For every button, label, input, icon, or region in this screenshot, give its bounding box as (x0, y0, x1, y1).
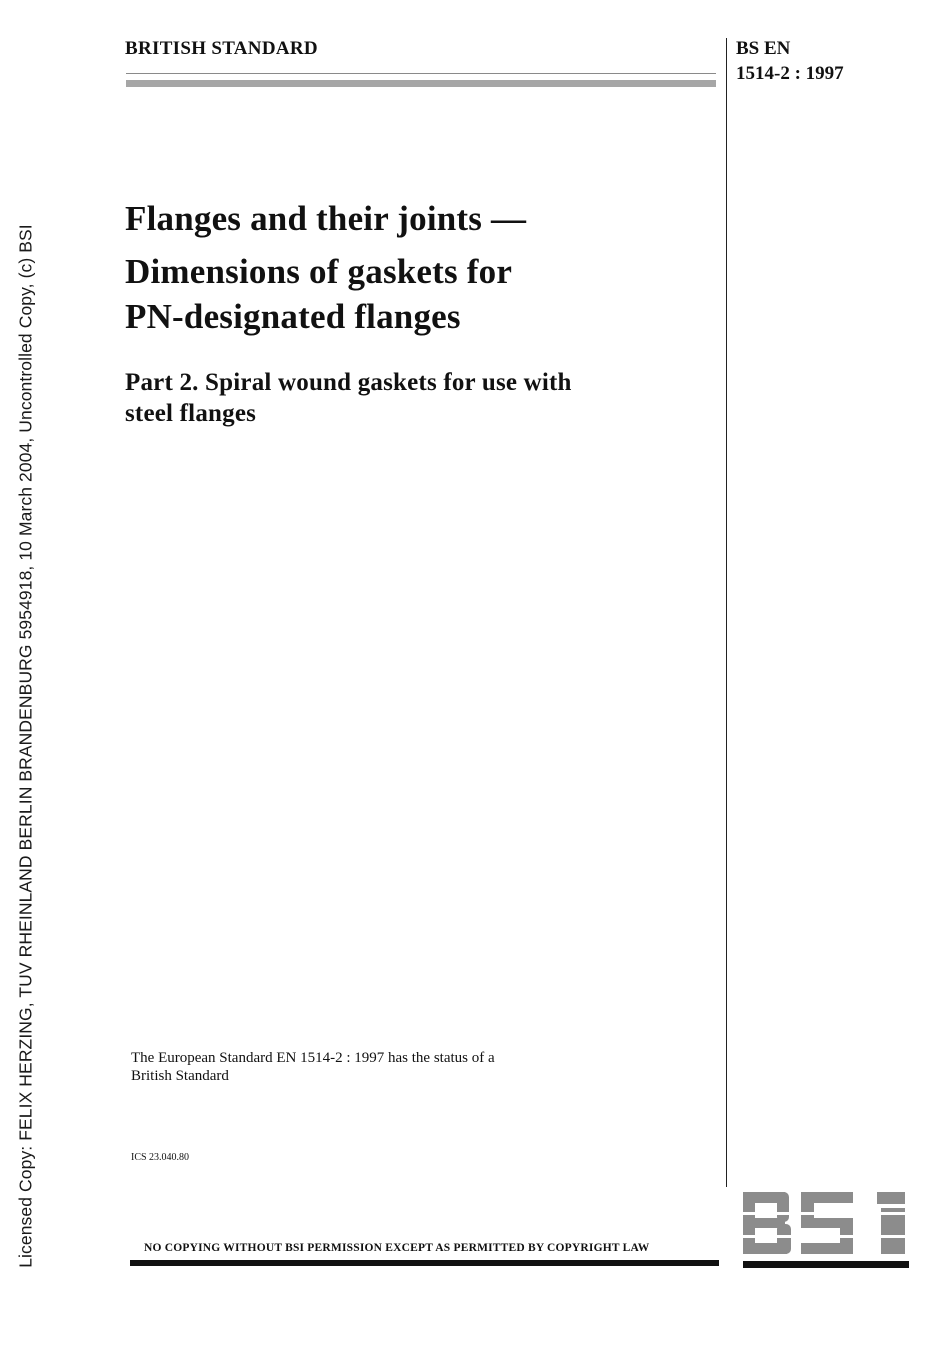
bsi-logo-bar (743, 1261, 909, 1268)
status-line2: British Standard (131, 1068, 229, 1084)
document-type-label: BRITISH STANDARD (125, 38, 318, 59)
subtitle-line1: Part 2. Spiral wound gaskets for use with (125, 369, 572, 396)
subtitle-line2: steel flanges (125, 400, 257, 427)
document-subtitle (125, 367, 725, 429)
vertical-divider (726, 38, 727, 1187)
footer-rule (130, 1260, 719, 1266)
title-line3: PN-designated flanges (125, 297, 461, 336)
status-statement (131, 1049, 571, 1085)
copyright-notice: NO COPYING WITHOUT BSI PERMISSION EXCEPT AS PERMITTED BY COPYRIGHT LAW (144, 1242, 650, 1254)
header-rule-thick (126, 80, 716, 87)
header-rule-thin (126, 73, 716, 74)
standard-number (736, 36, 844, 86)
bsi-logo (743, 1192, 909, 1268)
document-title (125, 196, 725, 339)
standard-number-line1: BS EN (736, 38, 791, 59)
title-line2: Dimensions of gaskets for (125, 252, 513, 291)
ics-code: ICS 23.040.80 (131, 1152, 190, 1163)
standard-number-line2: 1514-2 : 1997 (736, 63, 844, 84)
bsi-logo-letters (743, 1192, 909, 1254)
status-line1: The European Standard EN 1514-2 : 1997 has the status of a (131, 1050, 495, 1066)
title-line1: Flanges and their joints — (125, 199, 527, 238)
license-notice: Licensed Copy: FELIX HERZING, TUV RHEINLAND BERLIN BRANDENBURG 5954918, 10 March 2004, Uncontrolled Copy, (c) BSI (15, 224, 36, 1268)
